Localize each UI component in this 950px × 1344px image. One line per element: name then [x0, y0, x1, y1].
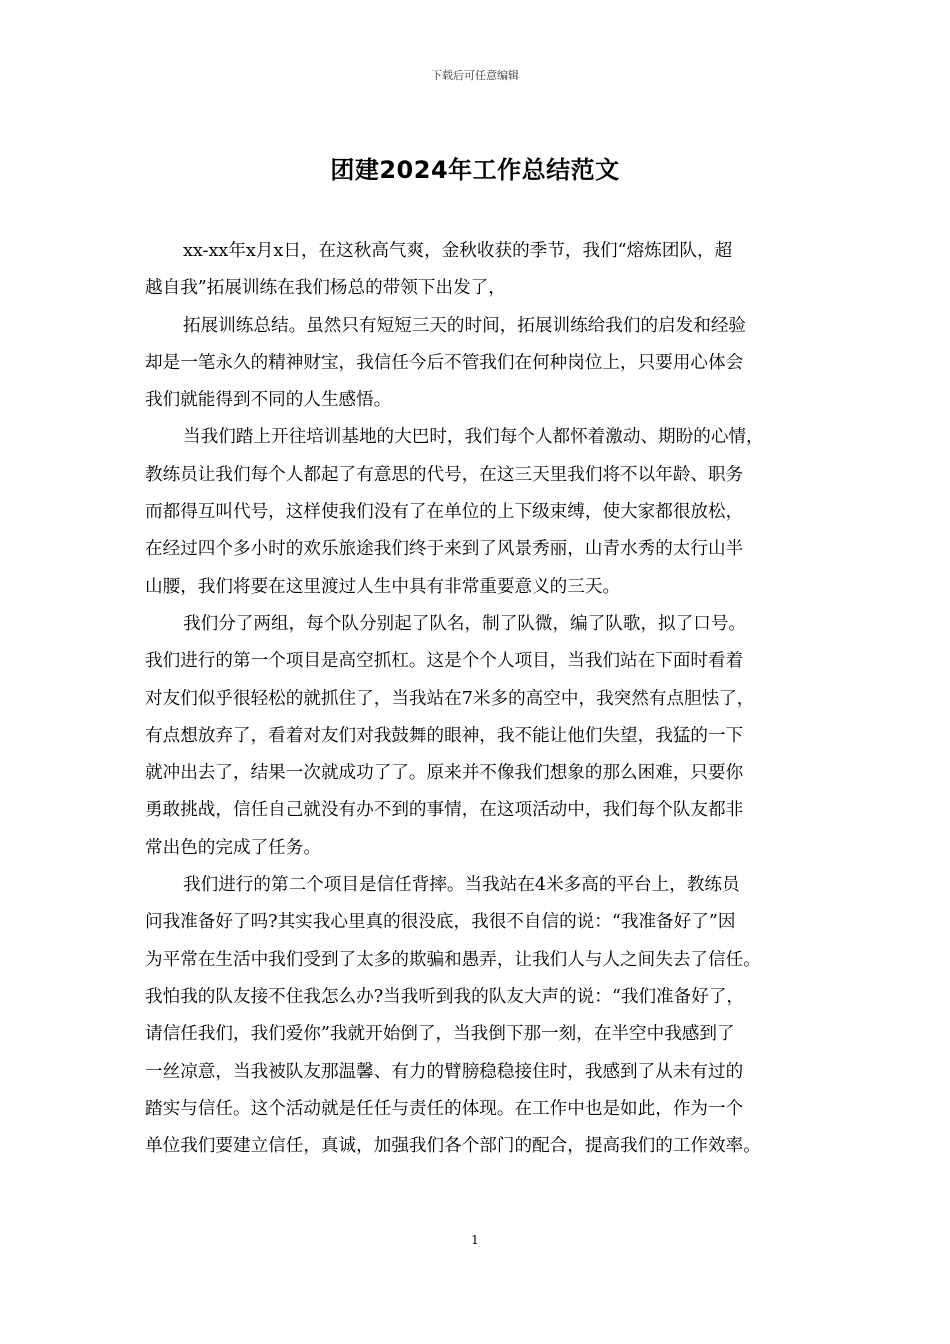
text-line: 我们就能得到不同的人生感悟。	[145, 390, 392, 411]
text-line: 单位我们要建立信任，真诚，加强我们各个部门的配合，提高我们的工作效率。	[145, 1136, 761, 1157]
text-line: 当我们踏上开往培训基地的大巴时，我们每个人都怀着激动、期盼的心情，	[183, 427, 764, 448]
header-note: 下载后可任意编辑	[431, 69, 519, 82]
text-line: 却是一笔永久的精神财宝，我信任今后不管我们在何种岗位上，只要用心体会	[145, 352, 744, 373]
text-line: 勇敢挑战，信任自己就没有办不到的事情，在这项活动中，我们每个队友都非	[145, 800, 744, 821]
document-body	[145, 233, 817, 1165]
document-title: 团建2024年工作总结范文	[330, 156, 620, 184]
text-line: 我们分了两组，每个队分别起了队名，制了队微，编了队歌，拟了口号。	[183, 613, 747, 634]
text-line: 对友们似乎很轻松的就抓住了，当我站在7米多的高空中，我突然有点胆怯了，	[145, 688, 755, 709]
text-line: 问我准备好了吗?其实我心里真的很没底，我很不自信的说：“我准备好了”因	[145, 912, 736, 933]
text-line: 我怕我的队友接不住我怎么办?当我听到我的队友大声的说：“我们准备好了，	[145, 986, 745, 1007]
text-line: 有点想放弃了，看着对友们对我鼓舞的眼神，我不能让他们失望，我猛的一下	[145, 725, 744, 746]
text-line: 在经过四个多小时的欢乐旅途我们终于来到了风景秀丽，山青水秀的太行山半	[145, 539, 744, 560]
text-line: 我们进行的第一个项目是高空抓杠。这是个个人项目，当我们站在下面时看着	[145, 651, 744, 672]
text-line: 踏实与信任。这个活动就是任任与责任的体现。在工作中也是如此，作为一个	[145, 1098, 744, 1119]
text-line: 就冲出去了，结果一次就成功了了。原来并不像我们想象的那么困难，只要你	[145, 763, 744, 784]
text-line: 拓展训练总结。虽然只有短短三天的时间，拓展训练给我们的启发和经验	[183, 315, 747, 336]
page-number: 1	[471, 1233, 479, 1247]
text-line: 我们进行的第二个项目是信任背摔。当我站在4米多高的平台上，教练员	[183, 875, 740, 896]
text-line: 越自我”拓展训练在我们杨总的带领下出发了，	[145, 278, 506, 299]
text-line: 常出色的完成了任务。	[145, 837, 321, 858]
text-line: 而都得互叫代号，这样使我们没有了在单位的上下级束缚，使大家都很放松，	[145, 502, 744, 523]
text-line: 为平常在生活中我们受到了太多的欺骗和愚弄，让我们人与人之间失去了信任。	[145, 949, 761, 970]
text-line: 请信任我们，我们爱你”我就开始倒了，当我倒下那一刻，在半空中我感到了	[145, 1024, 735, 1045]
text-line: 一丝凉意，当我被队友那温馨、有力的臂膀稳稳接住时，我感到了从未有过的	[145, 1061, 744, 1082]
text-line: xx-xx年x月x日，在这秋高气爽，金秋收获的季节，我们“熔炼团队，超	[183, 241, 733, 261]
text-line: 教练员让我们每个人都起了有意思的代号，在这三天里我们将不以年龄、职务	[145, 464, 744, 485]
text-line: 山腰，我们将要在这里渡过人生中具有非常重要意义的三天。	[145, 576, 621, 597]
